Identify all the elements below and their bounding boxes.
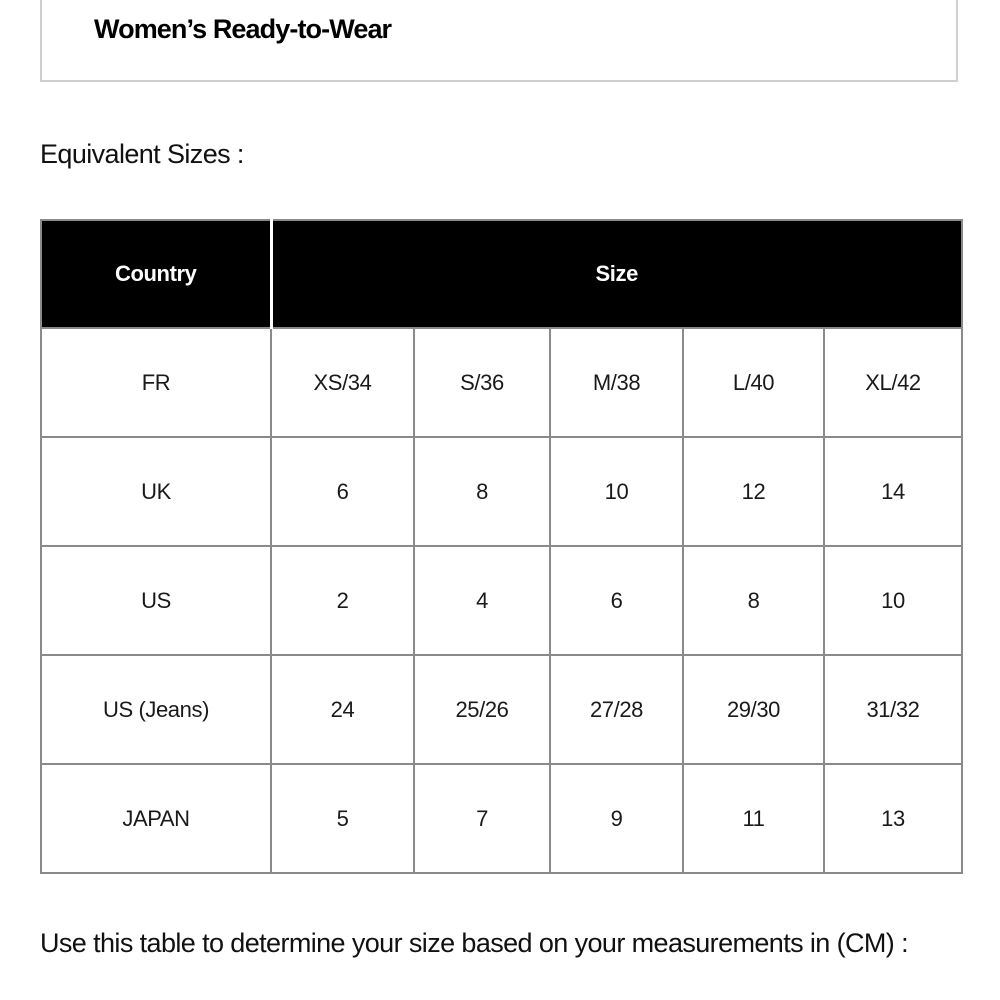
size-cell: 4 <box>414 546 550 655</box>
size-cell: 10 <box>550 437 683 546</box>
size-cell: L/40 <box>683 328 824 437</box>
size-cell: 8 <box>683 546 824 655</box>
size-cell: 14 <box>824 437 962 546</box>
size-cell: 13 <box>824 764 962 873</box>
size-cell: 5 <box>271 764 414 873</box>
table-row <box>41 764 962 873</box>
size-cell: 6 <box>271 437 414 546</box>
size-cell: 9 <box>550 764 683 873</box>
size-cell: 29/30 <box>683 655 824 764</box>
country-cell: FR <box>41 328 271 437</box>
table-row <box>41 437 962 546</box>
country-column-header: Country <box>41 220 271 328</box>
size-cell: 31/32 <box>824 655 962 764</box>
table-row <box>41 546 962 655</box>
size-cell: XS/34 <box>271 328 414 437</box>
size-cell: 27/28 <box>550 655 683 764</box>
size-conversion-table <box>40 219 963 874</box>
size-cell: 12 <box>683 437 824 546</box>
size-cell: S/36 <box>414 328 550 437</box>
equivalent-sizes-label: Equivalent Sizes : <box>40 139 244 169</box>
size-cell: XL/42 <box>824 328 962 437</box>
size-cell: 7 <box>414 764 550 873</box>
country-cell: JAPAN <box>41 764 271 873</box>
size-cell: 25/26 <box>414 655 550 764</box>
measurement-instructions: Use this table to determine your size based on your measurements in (CM) : <box>40 928 908 958</box>
size-cell: 8 <box>414 437 550 546</box>
size-column-header: Size <box>271 220 962 328</box>
table-header-row <box>41 220 962 328</box>
country-cell: US (Jeans) <box>41 655 271 764</box>
country-cell: US <box>41 546 271 655</box>
size-cell: 6 <box>550 546 683 655</box>
category-title: Women’s Ready-to-Wear <box>94 14 392 44</box>
table-row <box>41 328 962 437</box>
table-row <box>41 655 962 764</box>
country-cell: UK <box>41 437 271 546</box>
category-header-box[interactable] <box>40 0 958 82</box>
size-cell: 10 <box>824 546 962 655</box>
size-cell: 11 <box>683 764 824 873</box>
size-cell: 24 <box>271 655 414 764</box>
size-cell: 2 <box>271 546 414 655</box>
size-cell: M/38 <box>550 328 683 437</box>
